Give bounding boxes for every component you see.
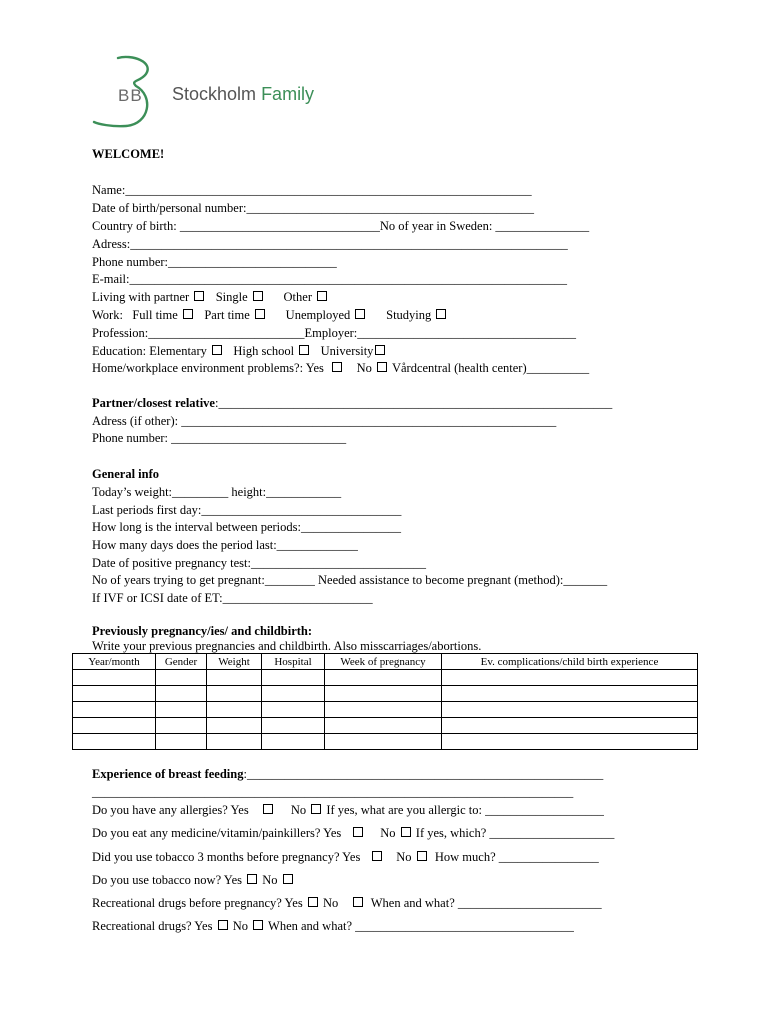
- medicine-field[interactable]: If yes, which? ____________________: [415, 826, 615, 840]
- tobacco-before-no-checkbox[interactable]: [417, 851, 427, 861]
- work-unemployed-label: Unemployed: [285, 308, 351, 322]
- interval-field[interactable]: How long is the interval between periods:________________: [92, 520, 401, 534]
- table-cell[interactable]: [262, 686, 325, 702]
- table-cell[interactable]: [156, 686, 207, 702]
- allergies-yes-checkbox[interactable]: [263, 804, 273, 814]
- phone-field[interactable]: Phone number:___________________________: [92, 255, 337, 269]
- positive-test-field[interactable]: Date of positive pregnancy test:____________________________: [92, 556, 426, 570]
- table-cell[interactable]: [207, 734, 262, 750]
- last-period-field[interactable]: Last periods first day:________________________________: [92, 503, 402, 517]
- work-full-label: Full time: [132, 308, 178, 322]
- general-heading: General info: [92, 467, 160, 481]
- name-field[interactable]: Name:_________________________________________________________________: [92, 183, 532, 197]
- drugs-yes-checkbox[interactable]: [218, 920, 228, 930]
- drugs-before-yes-checkbox[interactable]: [308, 897, 318, 907]
- work-unemployed-checkbox[interactable]: [355, 309, 365, 319]
- medicine-no-label: No: [380, 826, 396, 840]
- logo-name: [172, 84, 314, 105]
- table-cell[interactable]: [442, 718, 698, 734]
- tobacco-before-yes-checkbox[interactable]: [372, 851, 382, 861]
- allergies-row: [92, 803, 604, 818]
- dob-field[interactable]: Date of birth/personal number:______________________________________________: [92, 201, 534, 215]
- education-elementary-checkbox[interactable]: [212, 345, 222, 355]
- tobacco-before-row: [92, 850, 599, 865]
- education-row: [92, 344, 387, 359]
- col-week: Week of pregnancy: [325, 654, 442, 670]
- table-row: [73, 670, 698, 686]
- table-cell[interactable]: [207, 670, 262, 686]
- table-cell[interactable]: [325, 718, 442, 734]
- table-cell[interactable]: [156, 734, 207, 750]
- medicine-yes-checkbox[interactable]: [353, 827, 363, 837]
- allergies-no-checkbox[interactable]: [311, 804, 321, 814]
- drugs-field[interactable]: When and what? ___________________________________: [268, 919, 574, 933]
- table-cell[interactable]: [156, 670, 207, 686]
- tobacco-now-no-checkbox[interactable]: [283, 874, 293, 884]
- previous-instruction: Write your previous pregnancies and childbirth. Also misscarriages/abortions.: [92, 639, 482, 653]
- tobacco-now-no-label: No: [262, 873, 278, 887]
- env-yes-checkbox[interactable]: [332, 362, 342, 372]
- email-field[interactable]: E-mail:______________________________________________________________________: [92, 272, 567, 286]
- partner-field[interactable]: :_______________________________________________________________: [214, 396, 613, 410]
- ivf-field[interactable]: If IVF or ICSI date of ET:________________________: [92, 591, 373, 605]
- table-row: [73, 686, 698, 702]
- education-elementary-label: Education: Elementary: [92, 344, 207, 358]
- work-studying-label: Studying: [386, 308, 432, 322]
- table-cell[interactable]: [325, 670, 442, 686]
- logo-bb: BB: [118, 86, 143, 105]
- work-label: Work:: [92, 308, 123, 322]
- education-uni-label: University: [320, 344, 374, 358]
- partner-heading: Partner/closest relative: [92, 396, 215, 410]
- years-trying-field[interactable]: No of years trying to get pregnant:________ Needed assistance to become pregnant (method):_______: [92, 573, 608, 587]
- medicine-no-checkbox[interactable]: [401, 827, 411, 837]
- table-cell[interactable]: [73, 702, 156, 718]
- work-part-label: Part time: [204, 308, 250, 322]
- work-row: [92, 308, 448, 323]
- table-cell[interactable]: [262, 702, 325, 718]
- breast-heading: Experience of breast feeding: [92, 767, 244, 781]
- drugs-row: [92, 919, 574, 934]
- living-partner-checkbox[interactable]: [194, 291, 204, 301]
- table-cell[interactable]: [73, 718, 156, 734]
- table-cell[interactable]: [262, 734, 325, 750]
- col-complications: Ev. complications/child birth experience: [442, 654, 698, 670]
- table-cell[interactable]: [325, 686, 442, 702]
- table-cell[interactable]: [156, 718, 207, 734]
- drugs-yes-label: Recreational drugs? Yes: [92, 919, 213, 933]
- living-other-label: Other: [283, 290, 312, 304]
- period-days-field[interactable]: How many days does the period last:_____________: [92, 538, 358, 552]
- work-part-checkbox[interactable]: [255, 309, 265, 319]
- table-cell[interactable]: [156, 702, 207, 718]
- env-yes-label: Home/workplace environment problems?: Yes: [92, 361, 324, 375]
- education-high-checkbox[interactable]: [299, 345, 309, 355]
- medicine-yes-label: Do you eat any medicine/vitamin/painkillers? Yes: [92, 826, 342, 840]
- table-cell[interactable]: [442, 702, 698, 718]
- medicine-row: [92, 826, 614, 841]
- env-no-label: No: [356, 361, 372, 375]
- col-weight: Weight: [207, 654, 262, 670]
- drugs-before-field[interactable]: When and what? _______________________: [370, 896, 602, 910]
- tobacco-now-row: [92, 873, 295, 888]
- partner-heading-row[interactable]: [92, 396, 612, 411]
- env-vard-field[interactable]: Vårdcentral (health center)__________: [391, 361, 590, 375]
- table-cell[interactable]: [325, 734, 442, 750]
- living-partner-label: Living with partner: [92, 290, 190, 304]
- table-cell[interactable]: [262, 670, 325, 686]
- work-full-checkbox[interactable]: [183, 309, 193, 319]
- breast-continuation-field[interactable]: _____________________________________________________________________________: [92, 785, 574, 799]
- education-high-label: High school: [233, 344, 295, 358]
- drugs-before-row: [92, 896, 602, 911]
- table-cell[interactable]: [207, 718, 262, 734]
- col-gender: Gender: [156, 654, 207, 670]
- allergies-no-label: No: [290, 803, 307, 817]
- adress-field[interactable]: Adress:______________________________________________________________________: [92, 237, 568, 251]
- drugs-before-no-checkbox[interactable]: [353, 897, 363, 907]
- table-cell[interactable]: [207, 686, 262, 702]
- table-cell[interactable]: [73, 686, 156, 702]
- pregnancy-table-header: [73, 654, 698, 670]
- env-no-checkbox[interactable]: [377, 362, 387, 372]
- table-row: [73, 718, 698, 734]
- drugs-before-no-label: No: [322, 896, 339, 910]
- living-single-label: Single: [215, 290, 248, 304]
- welcome-heading: WELCOME!: [92, 147, 165, 161]
- living-single-checkbox[interactable]: [253, 291, 263, 301]
- table-cell[interactable]: [325, 702, 442, 718]
- allergies-field[interactable]: If yes, what are you allergic to: ___________________: [326, 803, 604, 817]
- logo-name-family: Family: [261, 84, 315, 104]
- tobacco-before-field[interactable]: How much? ________________: [434, 850, 599, 864]
- tobacco-now-yes-checkbox[interactable]: [247, 874, 257, 884]
- drugs-before-yes-label: Recreational drugs before pregnancy? Yes: [92, 896, 303, 910]
- drugs-no-checkbox[interactable]: [253, 920, 263, 930]
- table-cell[interactable]: [73, 670, 156, 686]
- education-uni-checkbox[interactable]: [375, 345, 385, 355]
- tobacco-before-yes-label: Did you use tobacco 3 months before pregnancy? Yes: [92, 850, 361, 864]
- pregnancy-table: [72, 653, 698, 750]
- table-cell[interactable]: [442, 670, 698, 686]
- weight-field[interactable]: Today’s weight:_________ height:____________: [92, 485, 342, 499]
- living-other-checkbox[interactable]: [317, 291, 327, 301]
- environment-row: [92, 361, 589, 376]
- drugs-no-label: No: [232, 919, 248, 933]
- work-studying-checkbox[interactable]: [436, 309, 446, 319]
- table-row: [73, 734, 698, 750]
- breast-field[interactable]: :_________________________________________________________: [243, 767, 604, 781]
- table-row: [73, 702, 698, 718]
- tobacco-before-no-label: No: [396, 850, 412, 864]
- col-year-month: Year/month: [73, 654, 156, 670]
- table-cell[interactable]: [442, 734, 698, 750]
- table-cell[interactable]: [262, 718, 325, 734]
- profession-field[interactable]: Profession:_________________________Employer:___________________________________: [92, 326, 577, 340]
- breast-heading-row[interactable]: [92, 767, 603, 782]
- table-cell[interactable]: [73, 734, 156, 750]
- logo: [92, 52, 352, 132]
- logo-name-stockholm: Stockholm: [172, 84, 257, 104]
- table-cell[interactable]: [207, 702, 262, 718]
- partner-adress-field[interactable]: Adress (if other): ____________________________________________________________: [92, 414, 557, 428]
- col-hospital: Hospital: [262, 654, 325, 670]
- partner-phone-field[interactable]: Phone number: ____________________________: [92, 431, 347, 445]
- country-field[interactable]: Country of birth: ________________________________No of year in Sweden: _______________: [92, 219, 590, 233]
- table-cell[interactable]: [442, 686, 698, 702]
- living-row: [92, 290, 329, 305]
- tobacco-now-yes-label: Do you use tobacco now? Yes: [92, 873, 242, 887]
- allergies-yes-label: Do you have any allergies? Yes: [92, 803, 249, 817]
- previous-heading: Previously pregnancy/ies/ and childbirth:: [92, 624, 313, 638]
